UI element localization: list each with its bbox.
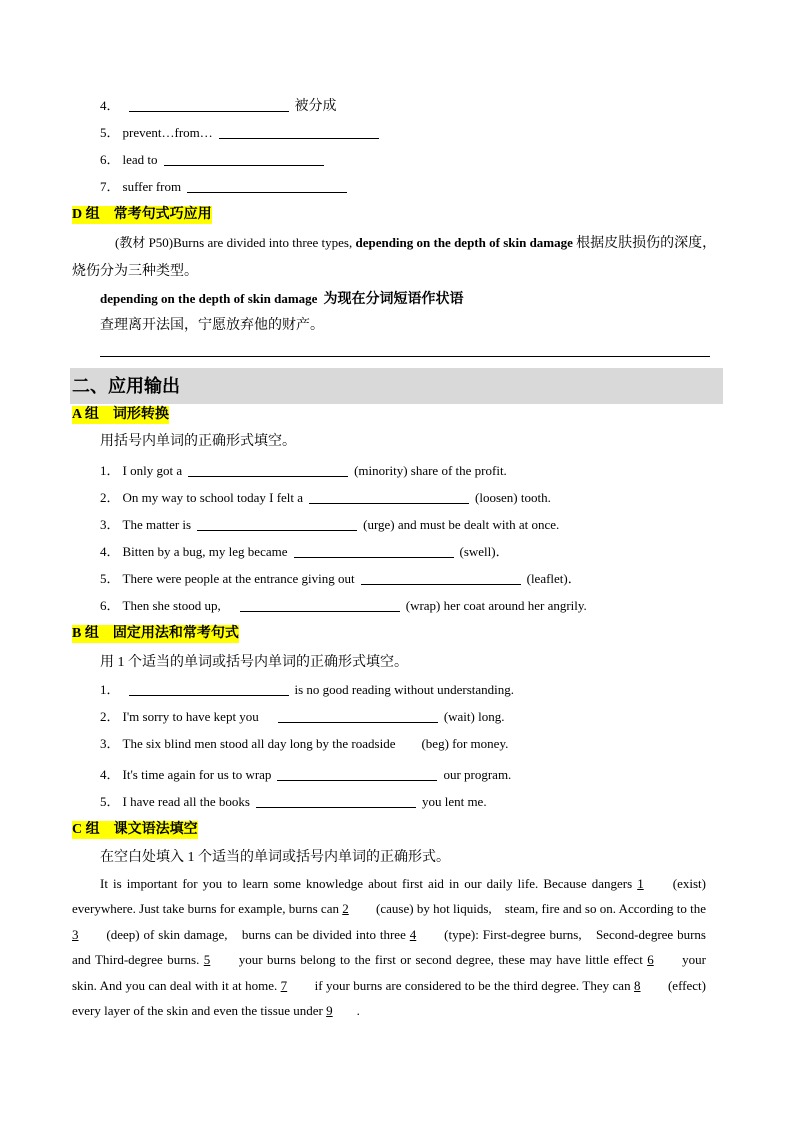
exercise-item [72,730,723,757]
item-number: 4． [100,98,120,113]
group-d-heading [72,204,723,224]
cloze-passage [72,871,706,1023]
group-d-title: D 组 常考句式巧应用 [72,207,212,223]
blank-number: 2 [342,901,349,917]
worksheet-content [72,92,723,1023]
item-text-before: suffer from [122,179,182,194]
answer-blank [294,557,454,558]
item-number: 3． [100,736,120,751]
group-a-heading [72,404,723,424]
note-phrase: depending on the depth of skin damage [100,291,318,306]
passage-text: (exist) everywhere. Just take burns for example, burns can [72,876,706,917]
item-number: 2． [100,709,120,724]
item-text-before: Then she stood up, [122,598,234,613]
exercise-item [72,511,723,538]
exercise-item [72,484,723,511]
passage-text: your skin. And you can deal with it at home. [72,952,706,993]
blank-number: 5 [203,952,211,968]
group-a-title: A 组 词形转换 [72,407,169,423]
blank-number: 3 [72,926,79,942]
item-number: 6． [100,598,120,613]
item-text-after: is no good reading without understanding. [294,682,515,697]
exercise-item [72,788,723,815]
item-text-before: There were people at the entrance giving out [122,571,355,586]
group-c-heading [72,819,723,839]
textbook-example [72,229,723,285]
group-b-list [72,676,723,815]
answer-blank [188,476,348,477]
item-number: 3． [100,517,120,532]
item-text-after: (loosen) tooth. [475,490,551,505]
item-text-after: (swell)． [459,544,509,559]
passage-text: (effect) every layer of the skin and even the tissue under [72,977,706,1019]
blank-number: 6 [647,952,654,968]
blank-number: 1 [637,876,644,891]
item-number: 7． [100,179,120,194]
exercise-item [72,761,723,788]
group-c-title: C 组 课文语法填空 [72,822,198,838]
answer-line [100,356,710,357]
answer-blank [278,722,438,723]
answer-blank [256,807,416,808]
exercise-item [72,538,723,565]
item-text-before: The matter is [122,517,192,532]
item-number: 2． [100,490,120,505]
blank-number: 4 [409,926,417,942]
group-b-title: B 组 固定用法和常考句式 [72,626,239,642]
item-text-after: (minority) share of the profit. [354,463,507,478]
answer-blank [309,503,469,504]
group-a-list [72,457,723,619]
item-number: 1． [100,463,120,478]
translation-exercise: 查理离开法国，宁愿放弃他的财产。 [100,318,324,333]
item-text-after: our program. [443,767,512,782]
item-number: 4． [100,767,120,782]
item-text-before: It's time again for us to wrap [122,767,272,782]
passage-text: (deep) of skin damage, burns can be divided into three [102,926,410,942]
item-text-before: On my way to school today I felt a [122,490,304,505]
answer-blank [219,138,379,139]
exercise-item [72,565,723,592]
blank-number: 9 [326,1003,333,1019]
passage-text: It is important for you to learn some knowledge about first aid in our daily life. Because dangers [100,876,638,891]
answer-blank [129,695,289,696]
item-number: 4． [100,544,120,559]
answer-blank [197,530,357,531]
item-number: 1． [100,682,120,697]
passage-text: . [356,1003,360,1019]
answer-blank [164,165,324,166]
phrase-item [72,146,723,173]
section-heading: 二、应用输出 [70,368,723,404]
item-text-after: you lent me. [421,794,487,809]
example-key-phrase: depending on the depth of skin damage [355,235,573,250]
exercise-item [72,592,723,619]
answer-blank [277,780,437,781]
phrase-item [72,119,723,146]
exercise-item [72,676,723,703]
group-b-heading [72,623,723,643]
item-number: 5． [100,794,120,809]
item-number: 6． [100,152,120,167]
item-text-before: lead to [122,152,158,167]
grammar-note [72,285,723,312]
group-a-instruction: 用括号内单词的正确形式填空。 [100,434,296,449]
item-text-after: 被分成 [294,99,337,114]
example-sentence: (教材 P50)Burns are divided into three types, [115,235,353,250]
answer-blank [240,611,400,612]
item-text-before: I only got a [122,463,183,478]
item-text-after: (wrap) her coat around her angrily. [405,598,587,613]
item-text-after: (wait) long. [443,709,505,724]
group-b-instruction: 用 1 个适当的单词或括号内单词的正确形式填空。 [100,655,408,670]
item-text: The six blind men stood all day long by the roadside (beg) for money. [122,736,509,751]
answer-blank [129,111,289,112]
answer-blank [361,584,521,585]
passage-text: your burns belong to the first or second degree, these may have little effect [234,952,648,968]
phrase-item [72,173,723,200]
exercise-item [72,457,723,484]
item-number: 5． [100,125,120,140]
item-text-before: prevent…from… [122,125,213,140]
item-text-after: (leaflet)． [526,571,581,586]
passage-text: (cause) by hot liquids, steam, fire and so on. According to the [372,901,706,917]
blank-number: 7 [280,977,288,993]
passage-text: if your burns are considered to be the third degree. They can [311,977,635,993]
note-explanation: 为现在分词短语作状语 [323,292,464,307]
passage-text: (type): First-degree burns, Second-degree burns and Third-degree burns. [72,926,706,968]
exercise-item [72,703,723,730]
item-text-before: Bitten by a bug, my leg became [122,544,288,559]
item-number: 5． [100,571,120,586]
answer-blank [187,192,347,193]
example-translation: 根据皮肤损伤的深度，烧伤分为三种类型。 [72,236,717,279]
item-text-before: I have read all the books [122,794,250,809]
phrase-item [72,92,723,119]
item-text-before: I'm sorry to have kept you [122,709,272,724]
group-c-instruction: 在空白处填入 1 个适当的单词或括号内单词的正确形式。 [100,850,450,865]
blank-number: 8 [634,977,641,993]
item-text-after: (urge) and must be dealt with at once. [363,517,560,532]
